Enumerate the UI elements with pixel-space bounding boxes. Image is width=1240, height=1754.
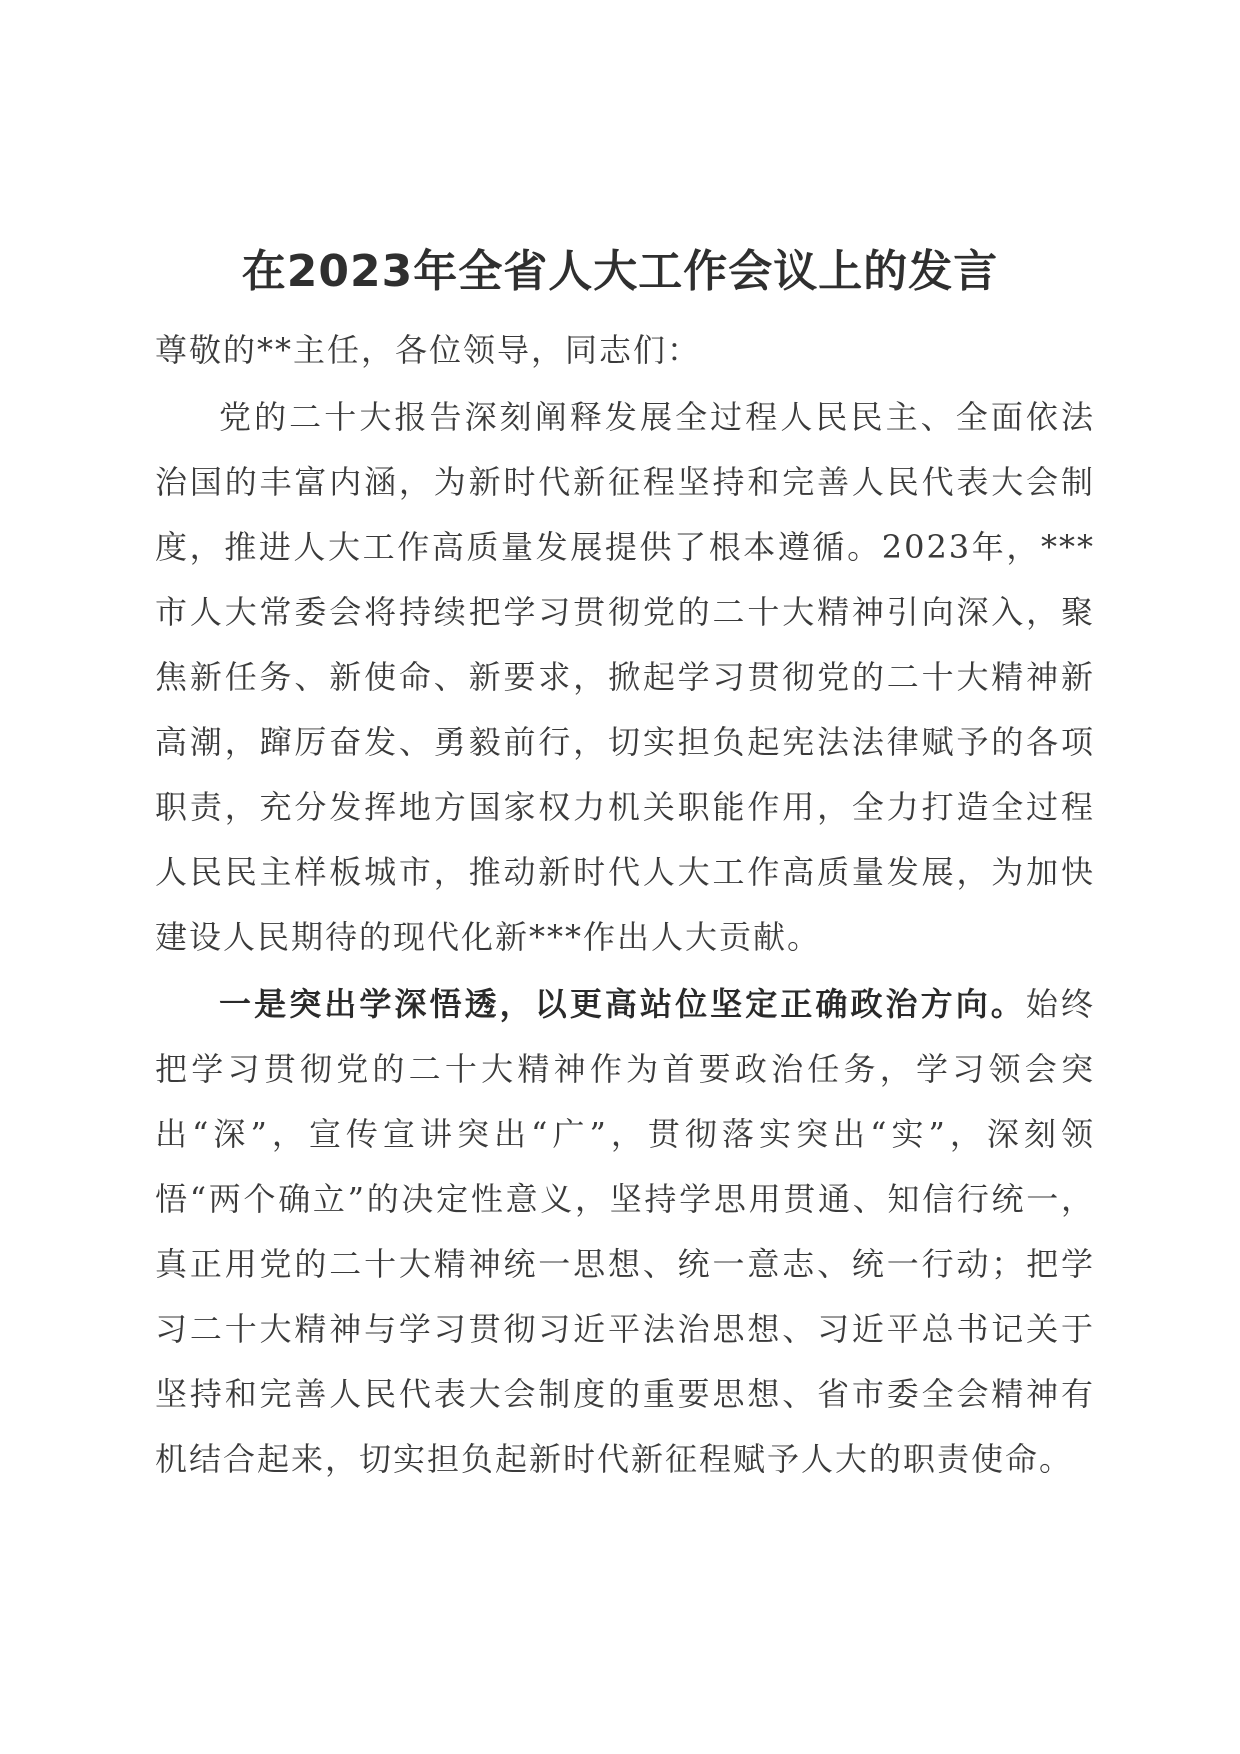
paragraph-2-text: 始终把学习贯彻党的二十大精神作为首要政治任务，学习领会突出“深”，宣传宣讲突出“广”，贯彻落实突出“实”，深刻领悟“两个确立”的决定性意义，坚持学思用贯通、知信行统一，真正用党的二十大精神统一思想、统一意志、统一行动；把学习二十大精神与学习贯彻习近平法治思想、习近平总书记关于坚持和完善人民代表大会制度的重要思想、省市委全会精神有机结合起来，切实担负起新时代新征程赋予人大的职责使命。 xyxy=(155,985,1095,1478)
paragraph-1-text: 党的二十大报告深刻阐释发展全过程人民民主、全面依法治国的丰富内涵，为新时代新征程坚持和完善人民代表大会制度，推进人大工作高质量发展提供了根本遵循。2023年，***市人大常委会将持续把学习贯彻党的二十大精神引向深入，聚焦新任务、新使命、新要求，掀起学习贯彻党的二十大精神新高潮，蹿厉奋发、勇毅前行，切实担负起宪法法律赋予的各项职责，充分发挥地方国家权力机关职能作用，全力打造全过程人民民主样板城市，推动新时代人大工作高质量发展，为加快建设人民期待的现代化新***作出人大贡献。 xyxy=(155,398,1095,956)
paragraph-2-lead: 一是突出学深悟透，以更高站位坚定正确政治方向。 xyxy=(219,985,1026,1023)
salutation: 尊敬的**主任，各位领导，同志们： xyxy=(155,331,702,369)
paragraph-1 xyxy=(155,385,1095,970)
document-body xyxy=(155,318,1095,1492)
document-title: 在2023年全省人大工作会议上的发言 xyxy=(241,246,999,297)
paragraph-2 xyxy=(155,972,1095,1492)
